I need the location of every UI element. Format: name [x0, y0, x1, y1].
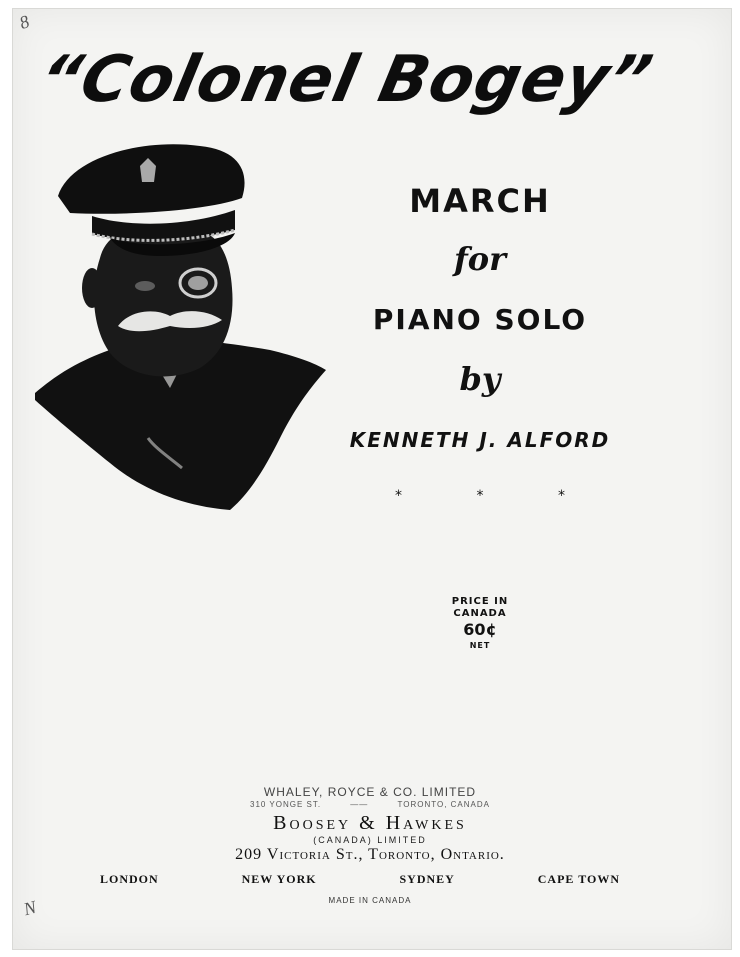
publisher-cities: [100, 872, 620, 887]
publisher-address: 209 Victoria St., Toronto, Ontario.: [235, 846, 505, 863]
star: *: [395, 488, 402, 504]
made-in-label: MADE IN CANADA: [328, 896, 412, 905]
cover-title: “Colonel Bogey”: [32, 43, 660, 117]
price-net: NET: [469, 641, 491, 650]
subtitle-march: MARCH: [409, 182, 551, 220]
composer-name: KENNETH J. ALFORD: [349, 428, 611, 452]
price-line2: CANADA: [453, 608, 507, 619]
pencil-mark-top: 8: [16, 11, 32, 33]
city-item: SYDNEY: [399, 872, 455, 886]
dealer-city: TORONTO, CANADA: [397, 800, 490, 809]
city-item: NEW YORK: [241, 872, 317, 886]
subtitle-piano-solo: PIANO SOLO: [372, 303, 588, 336]
subtitle-by: by: [459, 360, 501, 398]
subtitle-for: for: [454, 240, 506, 278]
city-item: LONDON: [100, 872, 159, 886]
pencil-mark-bottom: N: [21, 896, 39, 920]
publisher-name: Boosey & Hawkes: [273, 812, 467, 834]
stars-divider: [395, 488, 565, 504]
price-label: [440, 596, 520, 652]
dealer-stamp-name: WHALEY, ROYCE & CO. LIMITED: [263, 785, 477, 799]
publisher-sub: (CANADA) LIMITED: [313, 835, 427, 845]
city-item: CAPE TOWN: [537, 872, 620, 886]
dealer-stamp-address: [250, 800, 490, 809]
dealer-dash: ——: [350, 800, 369, 809]
dealer-street: 310 YONGE ST.: [250, 800, 322, 809]
price-amount: 60¢: [463, 620, 497, 639]
star: *: [476, 488, 484, 504]
price-line1: PRICE IN: [451, 596, 509, 607]
colonel-portrait-icon: [30, 138, 330, 518]
star: *: [558, 488, 565, 504]
